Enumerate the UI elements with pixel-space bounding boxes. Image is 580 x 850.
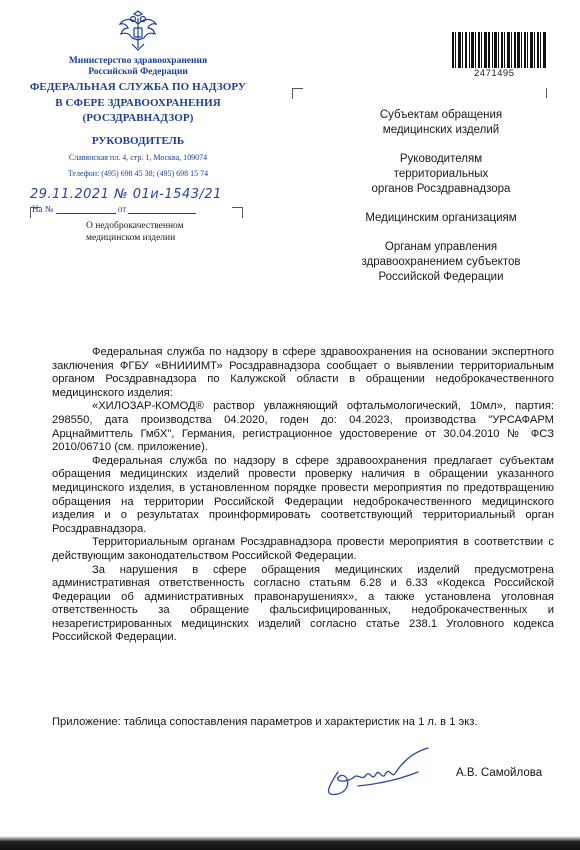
reference-line [18, 204, 258, 214]
handwritten-signature-icon [318, 742, 438, 802]
recipient-group [336, 108, 546, 138]
body-paragraph: За нарушения в сфере обращения медицинских изделий предусмотрена административная ответственность согласно статьям 6.28 и 6.33 «Кодекса Российской Федерации об административных правонарушениях», а также установлена уголовная ответственность за обращение фальсифицированных, недоброкачественных и незарегистрированных медицинских изделий согласно статье 238.1 Уголовного кодекса Российской Федерации. [52, 563, 554, 644]
address-corner-right [538, 88, 547, 98]
recipient-line: здравоохранением субъектов [361, 256, 521, 268]
recipient-line: органов Росздравнадзора [371, 183, 511, 195]
ministry-name-line2: Российской Федерации [88, 67, 188, 77]
letter-body [52, 346, 554, 645]
body-paragraph: Федеральная служба по надзору в сфере здравоохранения предлагает субъектам обращения медицинских изделий провести проверку наличия в обращении указанного медицинского изделия, в установленном порядке провести мероприятия по предотвращению обращения на территории Российской Федерации недоброкачественного медицинского изделия и о результатах проинформировать соответствующий территориальный орган Росздравнадзора. [52, 454, 554, 535]
head-title: РУКОВОДИТЕЛЬ [91, 134, 185, 147]
ministry-name-line1: Министерство здравоохранения [68, 56, 208, 66]
address-corner-left [292, 88, 303, 99]
recipient-line: Медицинским организациям [365, 212, 517, 224]
body-paragraph: Территориальным органам Росздравнадзора провести мероприятия в соответствии с действующим законодательством Российской Федерации. [52, 536, 554, 562]
ref-from: от [117, 203, 127, 214]
ref-number-blank [56, 204, 116, 214]
ref-prefix: На № [32, 203, 54, 214]
scan-edge [0, 836, 580, 850]
phone: Телефон: (495) 698 45 38; (495) 698 15 74 [67, 168, 209, 178]
service-name-line1: ФЕДЕРАЛЬНАЯ СЛУЖБА ПО НАДЗОРУ [29, 81, 247, 93]
signer-name: А.В. Самойлова [456, 767, 543, 779]
recipient-line: Органам управления [384, 241, 498, 253]
barcode-icon [452, 32, 547, 68]
attachment-note: Приложение: таблица сопоставления параметров и характеристик на 1 л. в 1 экз. [52, 716, 478, 728]
recipient-line: территориальных [393, 168, 489, 180]
recipient-line: Российской Федерации [378, 271, 504, 283]
subject [86, 220, 236, 244]
document-date-number: 29.11.2021 № 01и-1543/21 [30, 186, 222, 202]
recipients-block [336, 108, 546, 299]
subject-corner-left [30, 207, 41, 218]
recipient-line: Руководителям [399, 153, 483, 165]
subject-corner-right [232, 207, 243, 218]
subject-line1: О недоброкачественном [86, 221, 184, 231]
double-headed-eagle-icon [116, 10, 160, 54]
recipient-group [336, 152, 546, 197]
subject-line2: медицинском изделии [86, 233, 176, 243]
recipient-line: медицинских изделий [382, 124, 500, 136]
ref-date-blank [128, 204, 196, 214]
service-name-line3: (РОСЗДРАВНАДЗОР) [82, 112, 194, 124]
service-name-line2: В СФЕРЕ ЗДРАВООХРАНЕНИЯ [55, 96, 221, 109]
body-paragraph: «ХИЛОЗАР-КОМОД® раствор увлажняющий офтальмологический, 10мл», партия: 298550, дата производства 04.2020, годен до: 04.2023, производства "УРСАФАРМ Арцнаймиттель ГмбХ", Германия, регистрационное удостоверение от 30.04.2010 № ФСЗ 2010/06710 (см. приложение). [52, 400, 554, 454]
address: Славянская пл. 4, стр. 1, Москва, 109074 [68, 152, 208, 162]
recipient-line: Субъектам обращения [379, 109, 503, 121]
recipient-group [336, 240, 546, 285]
recipient-group [336, 211, 546, 226]
barcode-number: 2471495 [474, 68, 515, 79]
body-paragraph: Федеральная служба по надзору в сфере здравоохранения на основании экспертного заключения ФГБУ «ВНИИИМТ» Росздравнадзора сообщает о выявлении территориальным органом Росздравнадзора по Калужской области в обращении недоброкачественного медицинского изделия: [52, 346, 554, 399]
letterhead [18, 10, 258, 214]
